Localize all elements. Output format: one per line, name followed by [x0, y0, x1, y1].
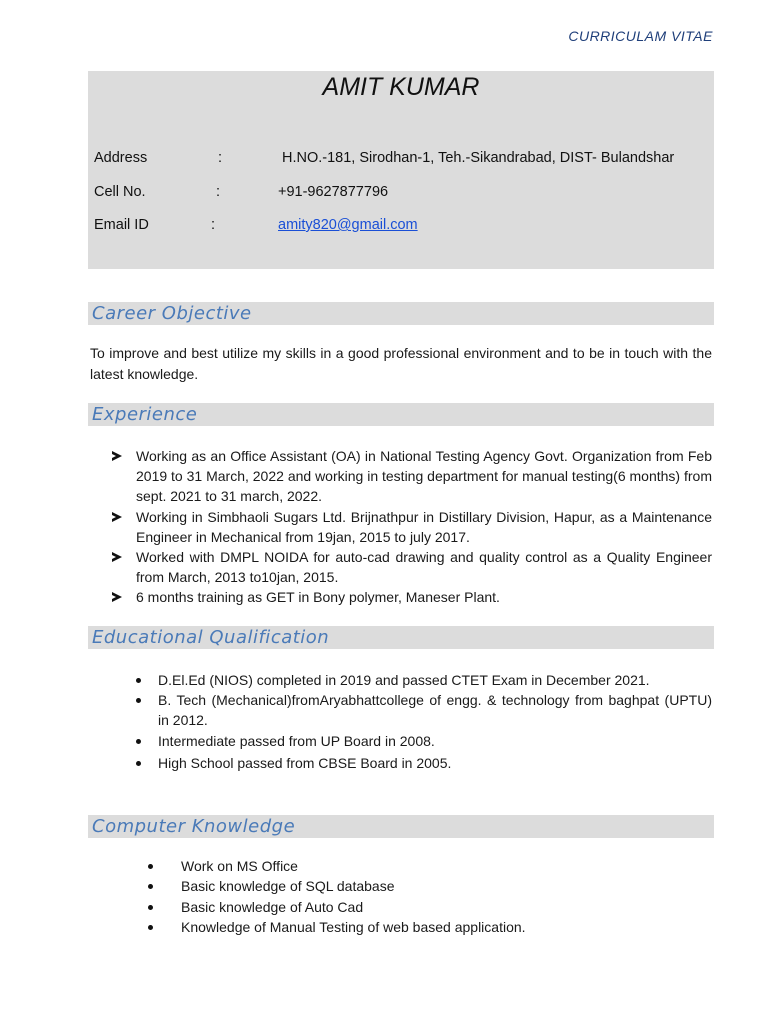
- education-item-text: High School passed from CBSE Board in 2005.: [158, 754, 452, 771]
- bullet-dot-icon: [136, 761, 141, 766]
- bullet-dot-icon: [148, 905, 153, 910]
- document-type-label: CURRICULAM VITAE: [568, 28, 713, 44]
- arrow-bullet-icon: [112, 451, 122, 461]
- arrow-bullet-icon: [112, 592, 122, 602]
- computer-knowledge-list: [148, 856, 708, 938]
- list-item: [136, 731, 712, 751]
- section-title: Educational Qualification: [92, 627, 330, 648]
- computer-knowledge-header: [88, 815, 714, 838]
- list-item: [112, 547, 712, 587]
- education-list: [136, 670, 712, 773]
- career-objective-header: [88, 302, 714, 325]
- experience-header: [88, 403, 714, 426]
- bullet-dot-icon: [148, 925, 153, 930]
- education-item-text: Intermediate passed from UP Board in 2008.: [158, 732, 435, 749]
- candidate-name: AMIT KUMAR: [322, 73, 480, 101]
- experience-list: [112, 446, 712, 608]
- career-objective-text: To improve and best utilize my skills in a good professional environment and to be in touch with the latest knowledge.: [90, 345, 712, 382]
- bullet-dot-icon: [148, 884, 153, 889]
- cell-colon: :: [216, 184, 221, 200]
- header-box: [88, 71, 714, 269]
- cell-label: Cell No.: [94, 184, 146, 200]
- experience-item-text: Worked with DMPL NOIDA for auto-cad drawing and quality control as a Quality Engineer from March, 2013 to10jan, 2015.: [136, 549, 712, 586]
- experience-item-text: 6 months training as GET in Bony polymer, Maneser Plant.: [136, 589, 500, 606]
- list-item: [112, 507, 712, 547]
- experience-item-text: Working in Simbhaoli Sugars Ltd. Brijnathpur in Distillary Division, Hapur, as a Maintenance Engineer in Mechanical from 19jan, 2015 to july 2017.: [136, 508, 712, 545]
- experience-item-text: Working as an Office Assistant (OA) in National Testing Agency Govt. Organization from Feb 2019 to 31 March, 2022 and working in testing department for manual testing(6 months) from sept. 2021 to 31 march, 2022.: [136, 448, 712, 505]
- section-title: Computer Knowledge: [92, 816, 296, 837]
- list-item: [148, 856, 708, 876]
- arrow-bullet-icon: [112, 512, 122, 522]
- list-item: [136, 690, 712, 730]
- email-label: Email ID: [94, 217, 149, 233]
- education-item-text: D.El.Ed (NIOS) completed in 2019 and passed CTET Exam in December 2021.: [158, 672, 650, 688]
- bullet-dot-icon: [136, 678, 141, 683]
- email-colon: :: [211, 217, 216, 233]
- computer-item-text: Basic knowledge of Auto Cad: [181, 898, 364, 915]
- computer-item-text: Knowledge of Manual Testing of web based application.: [181, 919, 526, 936]
- list-item: [148, 876, 708, 896]
- list-item: [136, 753, 712, 773]
- list-item: [112, 587, 712, 607]
- list-item: [136, 670, 712, 690]
- arrow-bullet-icon: [112, 552, 122, 562]
- bullet-dot-icon: [136, 739, 141, 744]
- list-item: [148, 897, 708, 917]
- cell-value: +91-9627877796: [278, 184, 389, 200]
- computer-item-text: Work on MS Office: [181, 858, 298, 874]
- section-title: Experience: [92, 404, 198, 425]
- address-colon: :: [218, 150, 223, 166]
- computer-item-text: Basic knowledge of SQL database: [181, 878, 395, 895]
- education-header: [88, 626, 714, 649]
- bullet-dot-icon: [136, 698, 141, 703]
- email-link[interactable]: amity820@gmail.com: [278, 217, 418, 233]
- section-title: Career Objective: [92, 303, 252, 324]
- list-item: [148, 917, 708, 937]
- education-item-text: B. Tech (Mechanical)fromAryabhattcollege of engg. & technology from baghpat (UPTU) in 2012.: [158, 692, 712, 729]
- address-value: H.NO.-181, Sirodhan-1, Teh.-Sikandrabad, DIST- Bulandshar: [282, 150, 675, 166]
- bullet-dot-icon: [148, 864, 153, 869]
- address-label: Address: [94, 150, 148, 166]
- list-item: [112, 446, 712, 507]
